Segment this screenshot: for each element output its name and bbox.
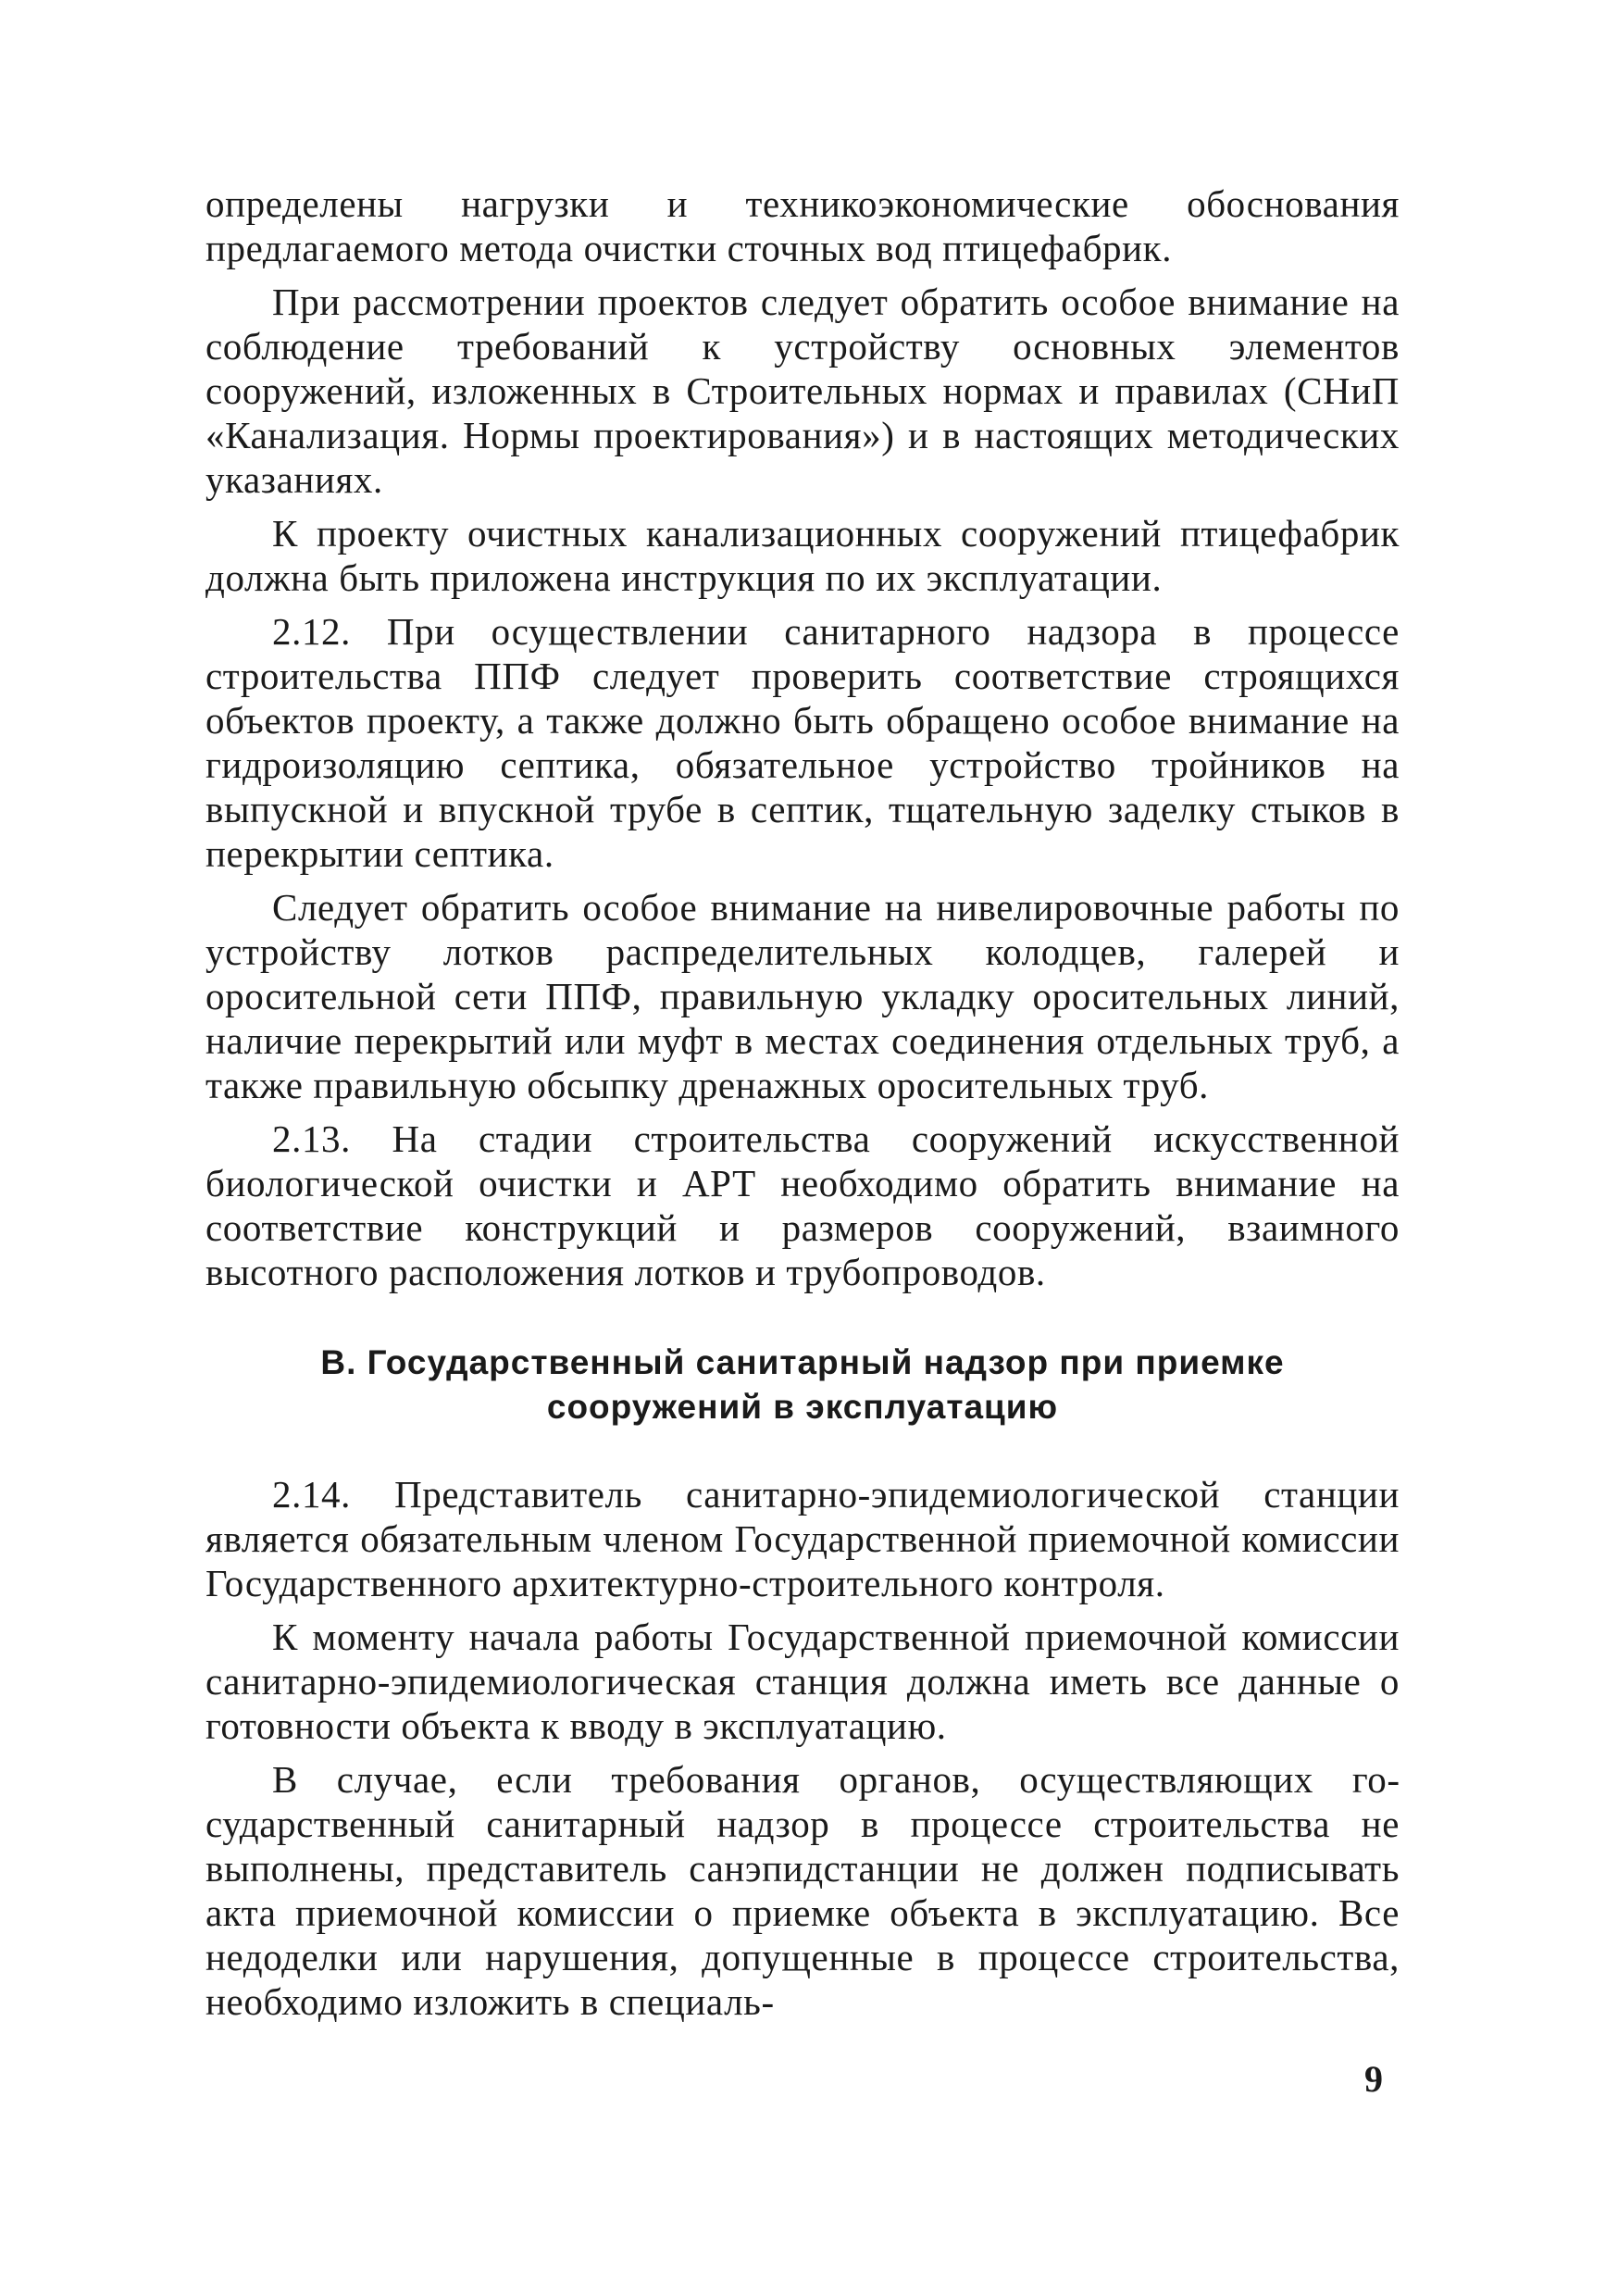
paragraph-9: В случае, если требования органов, осуществляющих государственный санитарный надзор в процессе строительства не выполнены, представитель санэпидстанции не должен подписывать акта приемочной комиссии о приемке объекта в эксплуатацию. Все недоделки или нарушения, допущенные в процессе строительства, необходимо изложить в специаль-	[205, 1758, 1400, 2023]
paragraph-2-14: 2.14. Представитель санитарно-эпидемиологической станции является обязательным членом Государственной приемочной комиссии Государственного архитектурно-строительного контроля.	[205, 1473, 1400, 1604]
paragraph-2-12: 2.12. При осуществлении санитарного надзора в процессе строительства ППФ следует проверить соответствие строящихся объектов проекту, а также должно быть обращено особое внимание на гидроизоляцию септика, обязательное устройство тройников на выпускной и впускной трубе в септик, тщательную заделку стыков в перекрытии септика.	[205, 610, 1400, 875]
section-heading-v	[205, 1341, 1400, 1429]
paragraph-1: определены нагрузки и техникоэкономические обоснования предлагаемого метода очистки сточных вод птицефабрик.	[205, 182, 1400, 269]
paragraph-8: К моменту начала работы Государственной приемочной комиссии санитарно-эпидемиологическая станция должна иметь все данные о готовности объекта к вводу в эксплуатацию.	[205, 1616, 1400, 1747]
paragraph-2-13: 2.13. На стадии строительства сооружений искусственной биологической очистки и АРТ необходимо обратить внимание на соответствие конструкций и размеров сооружений, взаимного высотного расположения лотков и трубопроводов.	[205, 1117, 1400, 1293]
section-heading-line-1: В. Государственный санитарный надзор при приемке	[320, 1343, 1285, 1381]
section-heading-line-2: сооружений в эксплуатацию	[546, 1388, 1059, 1426]
paragraph-5: Следует обратить особое внимание на нивелировочные работы по устройству лотков распределительных колодцев, галерей и оросительной сети ППФ, правильную укладку оросительных линий, наличие перекрытий или муфт в местах соединения отдельных труб, а также правильную обсыпку дренажных оросительных труб.	[205, 886, 1400, 1106]
paragraph-3: К проекту очистных канализационных сооружений птицефабрик должна быть приложена инструкция по их эксплуатации.	[205, 512, 1400, 599]
page-number: 9	[1364, 2058, 1383, 2100]
body-text	[205, 181, 1400, 2033]
paragraph-2: При рассмотрении проектов следует обратить особое внимание на соблюдение требований к устройству основных элементов сооружений, изложенных в Строительных нормах и правилах (СНиП «Канализация. Нормы проектирования») и в настоящих методических указаниях.	[205, 281, 1400, 501]
